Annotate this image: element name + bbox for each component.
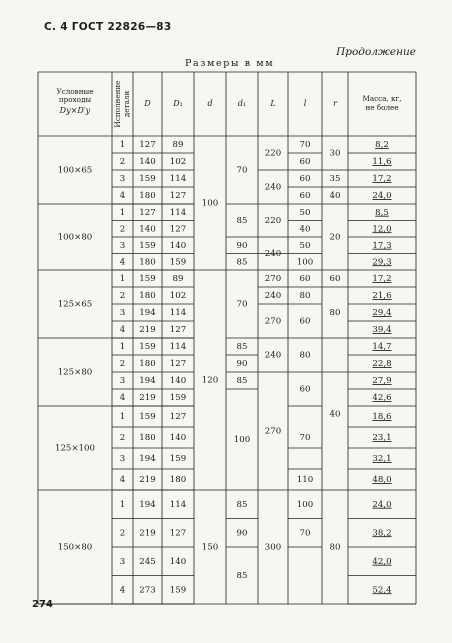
cell-part: 4 bbox=[119, 325, 126, 335]
cell-l: 60 bbox=[299, 174, 311, 184]
cell-L: 300 bbox=[264, 542, 282, 553]
cell-L: 240 bbox=[264, 182, 282, 193]
cell-part: 1 bbox=[119, 342, 126, 352]
cell-mass: 24,0 bbox=[372, 191, 392, 201]
cell-mass: 8,2 bbox=[375, 140, 389, 150]
cell-D: 180 bbox=[139, 433, 156, 443]
cell-D: 140 bbox=[139, 157, 156, 167]
cell-D1: 159 bbox=[169, 393, 187, 403]
cell-d1: 85 bbox=[236, 376, 248, 386]
cell-L: 240 bbox=[264, 291, 282, 301]
cell-d1: 85 bbox=[236, 571, 248, 581]
cell-D: 159 bbox=[139, 342, 156, 352]
cell-part: 3 bbox=[119, 240, 126, 251]
cell-r: 35 bbox=[329, 174, 341, 184]
cell-D1: 159 bbox=[169, 454, 187, 464]
cell-part: 2 bbox=[119, 528, 126, 539]
cell-D1: 102 bbox=[169, 291, 187, 301]
header-l: l bbox=[303, 99, 307, 108]
cell-mass: 12,0 bbox=[372, 224, 392, 235]
cell-mass: 29,3 bbox=[372, 257, 392, 268]
header-d: d bbox=[207, 99, 213, 108]
cell-d1: 85 bbox=[236, 499, 248, 510]
cell-d1: 85 bbox=[236, 342, 248, 352]
cell-d: 150 bbox=[201, 542, 219, 553]
table-grid bbox=[38, 72, 416, 604]
header-part-line1: Исполнение bbox=[113, 80, 122, 128]
cell-L: 240 bbox=[264, 249, 282, 259]
header-L: L bbox=[270, 99, 276, 108]
cell-mass: 27,9 bbox=[372, 376, 392, 386]
cell-D: 127 bbox=[139, 140, 156, 150]
cell-D1: 159 bbox=[169, 585, 187, 596]
cell-l: 70 bbox=[299, 528, 311, 539]
header-mass-line1: Масса, кг, bbox=[362, 94, 402, 103]
cell-part: 2 bbox=[119, 359, 126, 369]
cell-mass: 48,0 bbox=[372, 475, 392, 485]
cell-part: 2 bbox=[119, 157, 126, 167]
cell-l: 100 bbox=[296, 257, 314, 268]
cell-D1: 140 bbox=[169, 376, 187, 386]
cell-D1: 140 bbox=[169, 433, 187, 443]
page-number: 274 bbox=[32, 599, 53, 610]
cell-mass: 29,4 bbox=[372, 308, 392, 318]
cell-D: 273 bbox=[139, 585, 156, 596]
cell-part: 1 bbox=[119, 499, 126, 510]
cell-l: 60 bbox=[299, 384, 311, 395]
cell-L: 220 bbox=[264, 216, 282, 226]
cell-D: 159 bbox=[139, 274, 156, 284]
cell-l: 70 bbox=[299, 140, 311, 150]
cell-D: 219 bbox=[139, 475, 156, 485]
cell-part: 4 bbox=[119, 393, 126, 403]
cell-l: 50 bbox=[299, 240, 311, 251]
group-size: 100×80 bbox=[57, 232, 93, 243]
cell-d1: 70 bbox=[236, 299, 248, 310]
cell-mass: 14,7 bbox=[372, 342, 392, 352]
cell-L: 270 bbox=[264, 274, 282, 284]
cell-D: 180 bbox=[139, 359, 156, 369]
cell-L: 270 bbox=[264, 316, 282, 327]
header-mass-line2: не более bbox=[365, 103, 399, 112]
cell-part: 2 bbox=[119, 433, 126, 443]
cell-D1: 114 bbox=[169, 499, 187, 510]
cell-D1: 89 bbox=[172, 140, 184, 150]
cell-r: 40 bbox=[329, 409, 341, 420]
cell-part: 1 bbox=[119, 207, 126, 218]
group-size: 100×65 bbox=[57, 165, 93, 176]
cell-part: 1 bbox=[119, 274, 126, 284]
header-r: r bbox=[333, 99, 337, 108]
cell-D: 219 bbox=[139, 325, 156, 335]
cell-part: 1 bbox=[119, 412, 126, 422]
cell-D1: 127 bbox=[169, 359, 187, 369]
group-size: 125×65 bbox=[57, 299, 93, 310]
cell-mass: 21,6 bbox=[372, 291, 392, 301]
cell-D1: 140 bbox=[169, 556, 187, 567]
cell-D: 219 bbox=[139, 393, 156, 403]
header-D: D bbox=[144, 99, 151, 108]
cell-d: 120 bbox=[201, 375, 219, 386]
cell-D1: 89 bbox=[172, 274, 184, 284]
cell-D1: 127 bbox=[169, 325, 187, 335]
cell-d1: 85 bbox=[236, 257, 248, 268]
cell-D1: 114 bbox=[169, 308, 187, 318]
cell-l: 40 bbox=[299, 224, 311, 235]
cell-r: 60 bbox=[329, 274, 341, 284]
cell-l: 60 bbox=[299, 191, 311, 201]
cell-D1: 127 bbox=[169, 191, 187, 201]
cell-mass: 24,0 bbox=[372, 499, 392, 510]
group-size: 125×80 bbox=[57, 367, 93, 378]
cell-part: 1 bbox=[119, 140, 126, 150]
cell-D1: 127 bbox=[169, 528, 187, 539]
cell-l: 80 bbox=[299, 350, 311, 361]
cell-mass: 52,4 bbox=[372, 585, 392, 596]
cell-D: 194 bbox=[139, 499, 156, 510]
group-size: 125×100 bbox=[54, 443, 96, 454]
cell-part: 3 bbox=[119, 308, 126, 318]
cell-mass: 17,3 bbox=[372, 240, 392, 251]
header-size-line3: Dу×D′у bbox=[59, 106, 91, 115]
cell-d: 100 bbox=[201, 198, 219, 209]
cell-l: 60 bbox=[299, 316, 311, 327]
cell-d1: 70 bbox=[236, 165, 248, 176]
cell-D: 194 bbox=[139, 376, 156, 386]
cell-part: 3 bbox=[119, 454, 126, 464]
cell-part: 3 bbox=[119, 174, 126, 184]
cell-mass: 39,4 bbox=[372, 325, 392, 335]
header-size-line1: Условные bbox=[56, 87, 94, 96]
cell-D1: 159 bbox=[169, 257, 187, 268]
cell-D1: 114 bbox=[169, 174, 187, 184]
cell-D1: 127 bbox=[169, 224, 187, 235]
cell-D: 180 bbox=[139, 291, 156, 301]
cell-part: 4 bbox=[119, 191, 126, 201]
header-part-line2: детали bbox=[122, 90, 131, 118]
cell-mass: 42,6 bbox=[372, 393, 392, 403]
cell-d1: 90 bbox=[236, 359, 248, 369]
cell-l: 70 bbox=[299, 433, 311, 443]
dimensions-caption: Размеры в мм bbox=[185, 58, 275, 69]
cell-D1: 127 bbox=[169, 412, 187, 422]
cell-part: 3 bbox=[119, 376, 126, 386]
cell-D: 140 bbox=[139, 224, 156, 235]
cell-l: 60 bbox=[299, 157, 311, 167]
cell-part: 2 bbox=[119, 291, 126, 301]
cell-d1: 90 bbox=[236, 240, 248, 251]
header-d1: d₁ bbox=[237, 99, 247, 108]
cell-D1: 114 bbox=[169, 207, 187, 218]
cell-D1: 140 bbox=[169, 240, 187, 251]
cell-part: 4 bbox=[119, 475, 126, 485]
cell-l: 110 bbox=[296, 475, 314, 485]
cell-part: 3 bbox=[119, 556, 126, 567]
cell-l: 100 bbox=[296, 499, 314, 510]
cell-r: 80 bbox=[329, 542, 341, 553]
cell-mass: 18,6 bbox=[372, 412, 392, 422]
cell-L: 240 bbox=[264, 350, 282, 361]
header-size-line2: проходы bbox=[58, 95, 92, 104]
cell-mass: 23,1 bbox=[372, 433, 392, 443]
cell-r: 80 bbox=[329, 308, 341, 318]
group-size: 150×80 bbox=[57, 542, 93, 553]
cell-mass: 38,2 bbox=[372, 528, 392, 539]
cell-mass: 17,2 bbox=[372, 174, 392, 184]
cell-mass: 8,5 bbox=[375, 207, 389, 218]
cell-D: 245 bbox=[139, 556, 156, 567]
cell-mass: 42,0 bbox=[372, 556, 392, 567]
document-header: С. 4 ГОСТ 22826—83 bbox=[44, 21, 172, 33]
cell-D: 127 bbox=[139, 207, 156, 218]
cell-l: 80 bbox=[299, 291, 311, 301]
header-D1: D₁ bbox=[173, 99, 183, 108]
cell-d1: 90 bbox=[236, 528, 248, 539]
cell-r: 30 bbox=[329, 148, 341, 159]
cell-r: 40 bbox=[329, 191, 341, 201]
continuation-label: Продолжение bbox=[336, 46, 416, 58]
cell-D1: 114 bbox=[169, 342, 187, 352]
cell-D1: 102 bbox=[169, 157, 187, 167]
cell-r: 20 bbox=[329, 232, 341, 243]
cell-d1: 100 bbox=[233, 435, 251, 445]
cell-part: 4 bbox=[119, 585, 126, 596]
cell-L: 220 bbox=[264, 148, 282, 159]
cell-mass: 32,1 bbox=[372, 454, 392, 464]
cell-l: 60 bbox=[299, 274, 311, 284]
cell-D: 180 bbox=[139, 191, 156, 201]
cell-mass: 11,6 bbox=[372, 157, 392, 167]
cell-part: 2 bbox=[119, 224, 126, 235]
cell-l: 50 bbox=[299, 207, 311, 218]
cell-D: 194 bbox=[139, 454, 156, 464]
cell-L: 270 bbox=[264, 426, 282, 437]
cell-D: 159 bbox=[139, 174, 156, 184]
cell-mass: 22,8 bbox=[372, 359, 392, 369]
cell-part: 4 bbox=[119, 257, 126, 268]
cell-D1: 180 bbox=[169, 475, 187, 485]
cell-D: 219 bbox=[139, 528, 156, 539]
cell-D: 159 bbox=[139, 412, 156, 422]
cell-d1: 85 bbox=[236, 216, 248, 226]
cell-D: 194 bbox=[139, 308, 156, 318]
cell-mass: 17,2 bbox=[372, 274, 392, 284]
cell-D: 180 bbox=[139, 257, 156, 268]
cell-D: 159 bbox=[139, 240, 156, 251]
